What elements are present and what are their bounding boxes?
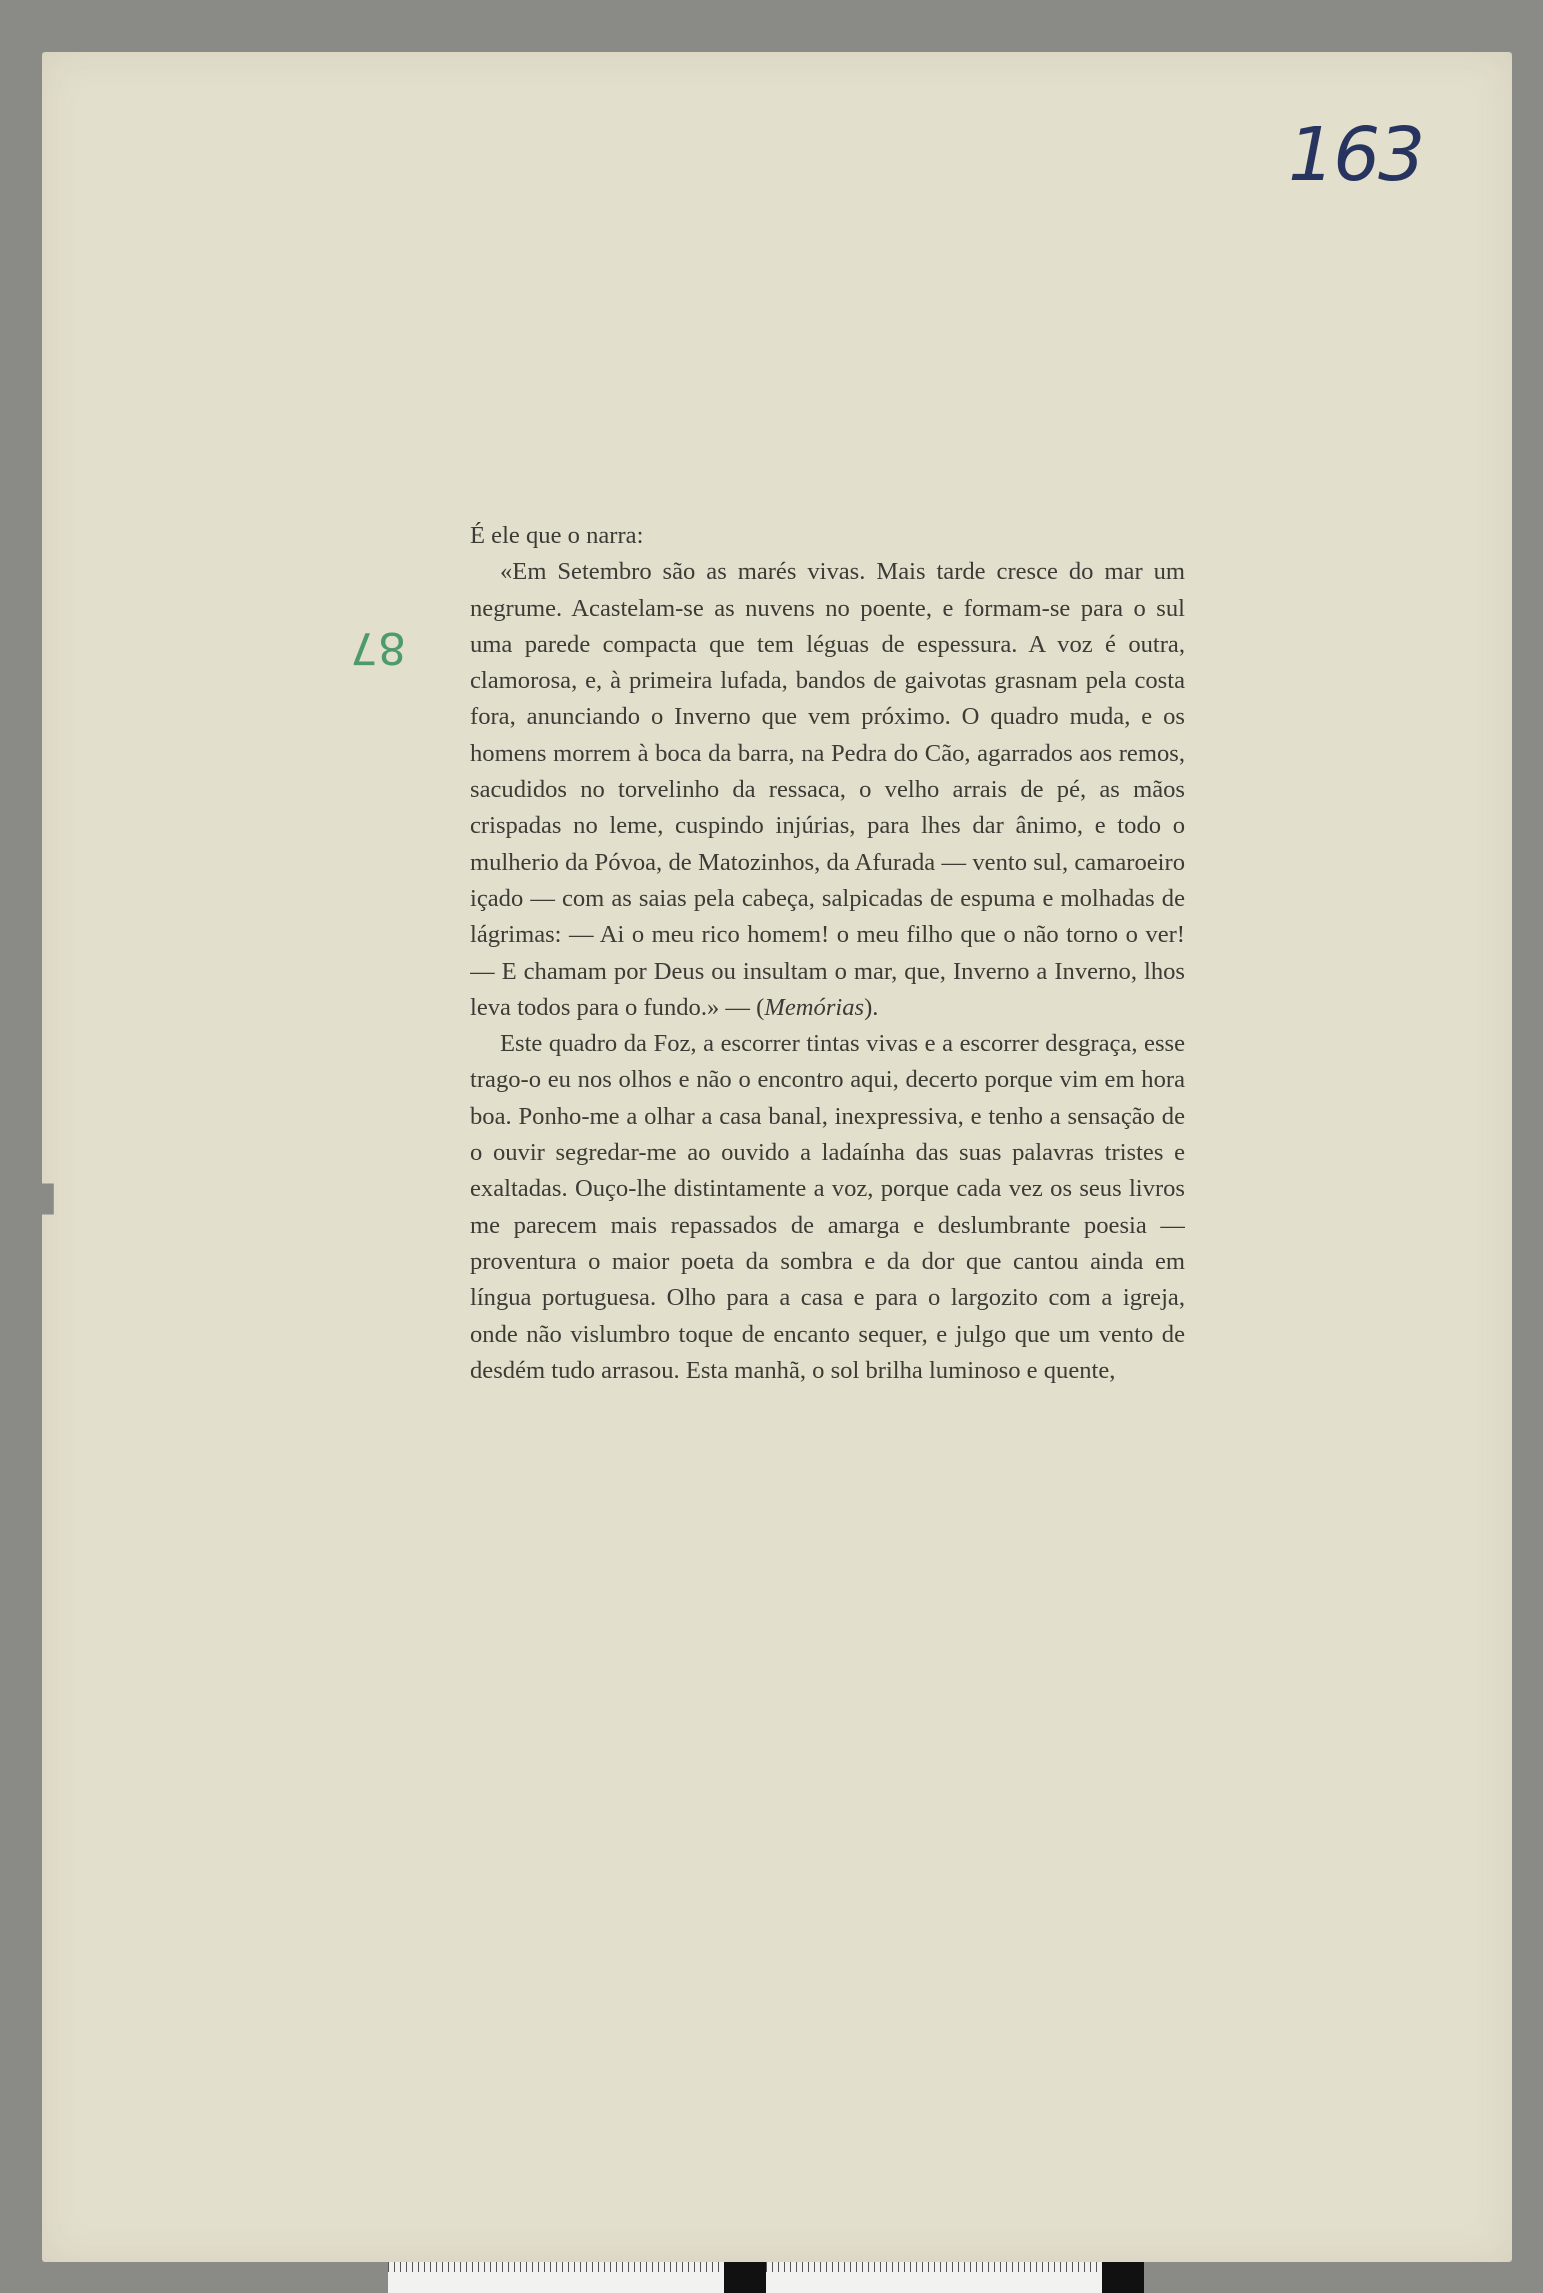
quote-text: «Em Setembro são as marés vivas. Mais tarde cresce do mar um negrume. Acastelam-se as nuvens no poente, e formam-se para o sul uma parede compacta que tem léguas de espessura. A voz é outra, clamorosa, e, à primeira lufada, bandos de gaivotas grasnam pela costa fora, anunciando o Inverno que vem próximo. O quadro muda, e os homens morrem à boca da barra, na Pedra do Cão, agarrados aos remos, sacudidos no torvelinho da ressaca, o velho arrais de pé, as mãos crispadas no leme, cuspindo injúrias, para lhes dar ânimo, e todo o mulherio da Póvoa, de Matozinhos, da Afurada — vento sul, camaroeiro içado — com as saias pela cabeça, salpicadas de espuma e molhadas de lágrimas: — Ai o meu rico homem! o meu filho que o não torno o ver! — E chamam por Deus ou insultam o mar, que, Inverno a Inverno, lhos leva todos para o fundo.» — (	[470, 558, 1185, 1021]
quote-source: Memórias	[764, 993, 865, 1021]
body-text	[470, 518, 1185, 1566]
second-paragraph: Este quadro da Foz, a escorrer tintas vivas e a escorrer desgraça, esse trago-o eu nos olhos e não o encontro aqui, decerto porque vim em hora boa. Ponho-me a olhar a casa banal, inexpressiva, e tenho a sensação de o ouvir segredar-me ao ouvido a ladaínha das suas palavras tristes e exaltadas. Ouço-lhe distintamente a voz, porque cada vez os seus livros me parecem mais repassados de amarga e deslumbrante poesia — proventura o maior poeta da sombra e da dor que cantou ainda em língua portuguesa. Olho para a casa e para o largozito com a igreja, onde não vislumbro toque de encanto sequer, e julgo que um vento de desdém tudo arrasou. Esta manhã, o sol brilha luminoso e quente,	[470, 1030, 1185, 1384]
folio-number: 163	[1288, 112, 1424, 198]
scale-ruler	[388, 2262, 1144, 2293]
quote-paragraph	[470, 554, 1185, 1026]
intro-line: É ele que o narra:	[470, 522, 644, 549]
quote-close: ).	[864, 993, 879, 1021]
margin-mark: 87	[350, 622, 406, 673]
